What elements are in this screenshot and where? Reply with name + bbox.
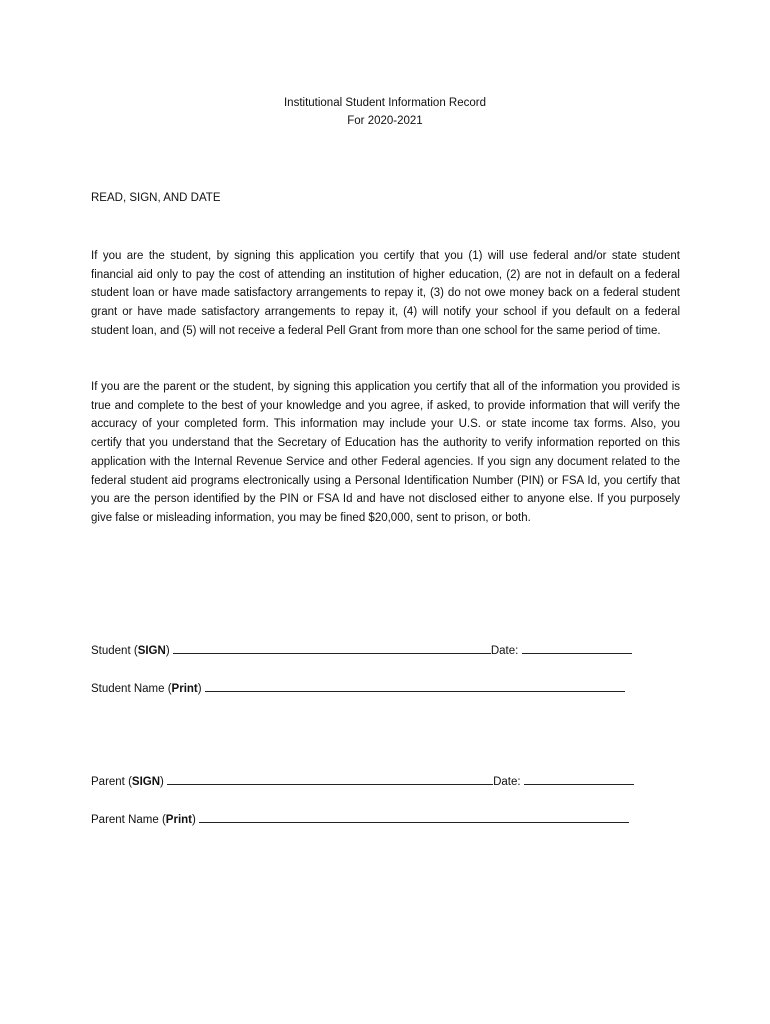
section-heading: READ, SIGN, AND DATE (91, 192, 221, 204)
parent-name-label: Parent Name (91, 814, 159, 826)
parent-sign-label: Parent (91, 776, 125, 788)
student-certification-paragraph: If you are the student, by signing this application you certify that you (1) will use federal and/or state student financial aid only to pay the cost of attending an institution of higher education, (2) are not in default on a federal student loan or have made satisfactory arrangements to repay it, (3) do not owe money back on a federal student grant or have made satisfactory arrangements to repay it, (4) will notify your school if you default on a federal student loan, and (5) will not receive a federal Pell Grant from more than one school for the same period of time. (91, 250, 680, 337)
student-name-emphasis: Print (171, 683, 198, 695)
document-title-block (0, 94, 770, 130)
document-subtitle: For 2020-2021 (347, 115, 423, 127)
student-signature-field[interactable] (173, 641, 491, 654)
parent-date-label: Date: (493, 776, 521, 788)
parent-name-field[interactable] (199, 810, 629, 823)
parent-date-field[interactable] (524, 772, 634, 785)
parent-name-line: Parent Name (Print) (91, 810, 629, 828)
student-sign-emphasis: SIGN (137, 645, 166, 657)
parent-signature-field[interactable] (167, 772, 493, 785)
document-title: Institutional Student Information Record (283, 97, 486, 109)
student-name-field[interactable] (205, 679, 625, 692)
student-date-field[interactable] (522, 641, 632, 654)
student-date-label: Date: (490, 645, 519, 657)
parent-sign-emphasis: SIGN (131, 776, 161, 788)
student-sign-label: Student (91, 645, 131, 657)
student-name-label: Student Name (91, 683, 165, 695)
parent-signature-line: Parent (SIGN) Date: (91, 772, 634, 790)
student-name-line: Student Name (Print) (91, 679, 625, 697)
parent-name-emphasis: Print (165, 814, 192, 826)
parent-student-certification-paragraph: If you are the parent or the student, by signing this application you certify that all of the information you provided is true and complete to the best of your knowledge and you agree, if asked, to provide information that will verify the accuracy of your completed form. This information may include your U.S. or state income tax forms. Also, you certify that you understand that the Secretary of Education has the authority to verify information reported on this application with the Internal Revenue Service and other Federal agencies. If you sign any document related to the federal student aid programs electronically using a Personal Identification Number (PIN) or FSA Id, you certify that you are the person identified by the PIN or FSA Id and have not disclosed either to anyone else. If you purposely give false or misleading information, you may be fined $20,000, sent to prison, or both. (91, 381, 680, 524)
student-signature-line: Student (SIGN) Date: (91, 641, 632, 659)
